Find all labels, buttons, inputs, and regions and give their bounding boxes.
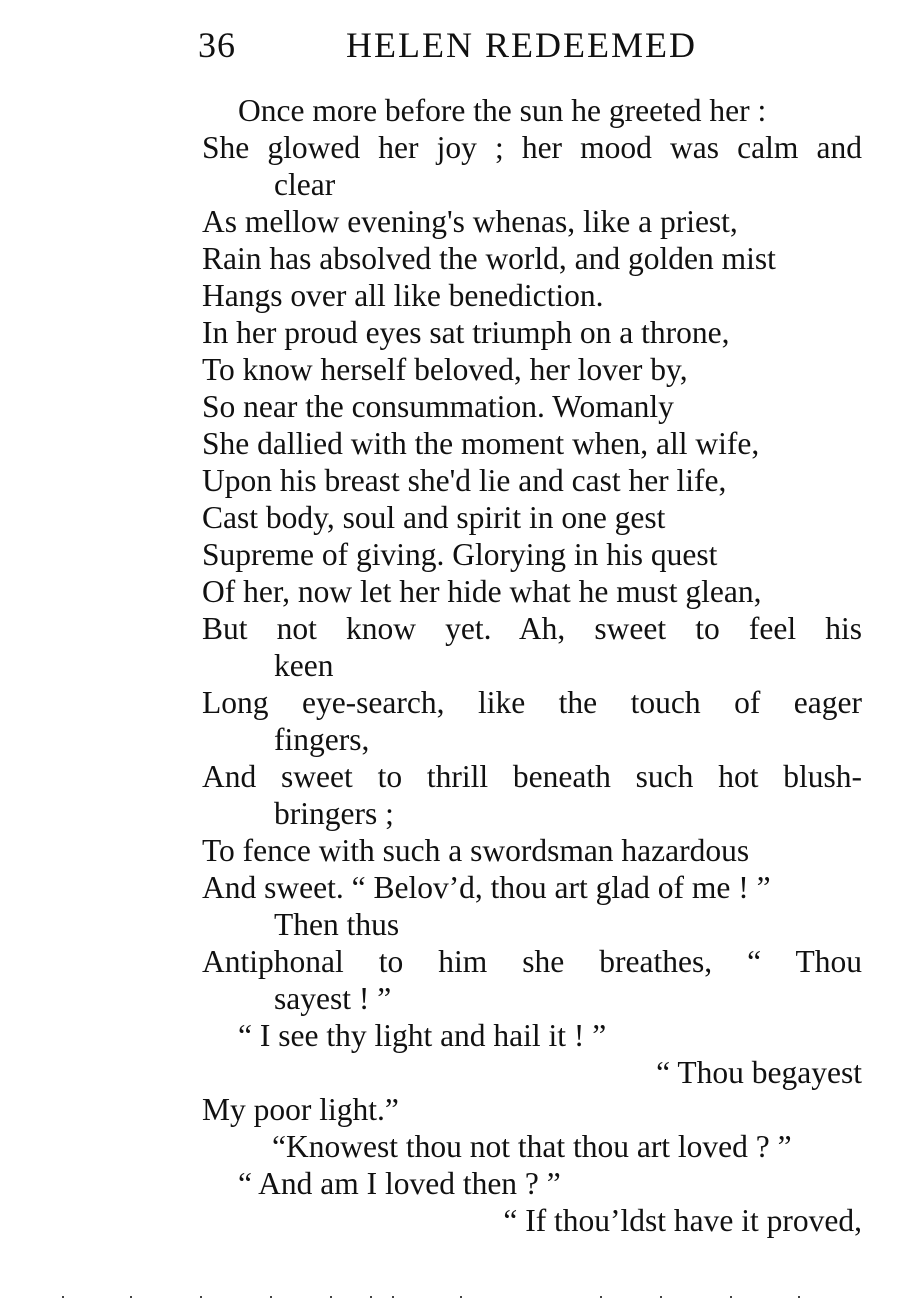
speck (370, 1296, 372, 1298)
speck (62, 1296, 64, 1298)
speck (730, 1296, 732, 1298)
poem-line: She dallied with the moment when, all wife, (202, 426, 760, 461)
speck (130, 1296, 132, 1298)
poem-line: Antiphonal to him she breathes, “ Thou (202, 944, 862, 979)
poem-line: And sweet to thrill beneath such hot blush- (202, 759, 862, 794)
poem-line: clear (274, 167, 336, 202)
speck (330, 1296, 332, 1298)
speck (200, 1296, 202, 1298)
poem-line: So near the consummation. Womanly (202, 389, 674, 424)
speck (270, 1296, 272, 1298)
scan-edge-specks (40, 1296, 860, 1300)
running-title: HELEN REDEEMED (346, 25, 697, 65)
poem-line: She glowed her joy ; her mood was calm and (202, 130, 862, 165)
poem-line: To know herself beloved, her lover by, (202, 352, 688, 387)
speck (460, 1296, 462, 1298)
poem-text (202, 92, 862, 1239)
poem-line: My poor light.” (202, 1092, 399, 1127)
page-number: 36 (198, 25, 236, 65)
poem-line: As mellow evening's whenas, like a priest, (202, 204, 738, 239)
poem-line: Long eye-search, like the touch of eager (202, 685, 862, 720)
poem-line: keen (274, 648, 334, 683)
page-header (198, 24, 862, 72)
poem-line: Cast body, soul and spirit in one gest (202, 500, 666, 535)
poem-line: To fence with such a swordsman hazardous (202, 833, 750, 868)
poem-line: fingers, (274, 722, 370, 757)
poem-line: Upon his breast she'd lie and cast her life, (202, 463, 727, 498)
poem-line: sayest ! ” (274, 981, 392, 1016)
poem-line: Once more before the sun he greeted her : (238, 93, 767, 128)
poem-line: bringers ; (274, 796, 394, 831)
poem-line: “ Thou begayest (656, 1055, 862, 1090)
poem-line: “Knowest thou not that thou art loved ? ” (272, 1129, 792, 1164)
poem-line: In her proud eyes sat triumph on a throne, (202, 315, 730, 350)
poem-line: “ I see thy light and hail it ! ” (238, 1018, 607, 1053)
poem-line: Hangs over all like benediction. (202, 278, 604, 313)
poem-line: And sweet. “ Belov’d, thou art glad of me ! ” (202, 870, 771, 905)
poem-line: Rain has absolved the world, and golden mist (202, 241, 776, 276)
poem-line: Of her, now let her hide what he must glean, (202, 574, 762, 609)
speck (660, 1296, 662, 1298)
speck (392, 1296, 394, 1298)
poem-line: Then thus (274, 907, 400, 942)
poem-line: “ And am I loved then ? ” (238, 1166, 561, 1201)
speck (600, 1296, 602, 1298)
poem-line: “ If thou’ldst have it proved, (503, 1203, 862, 1238)
poem-line: Supreme of giving. Glorying in his quest (202, 537, 718, 572)
speck (798, 1296, 800, 1298)
poem-line: But not know yet. Ah, sweet to feel his (202, 611, 862, 646)
